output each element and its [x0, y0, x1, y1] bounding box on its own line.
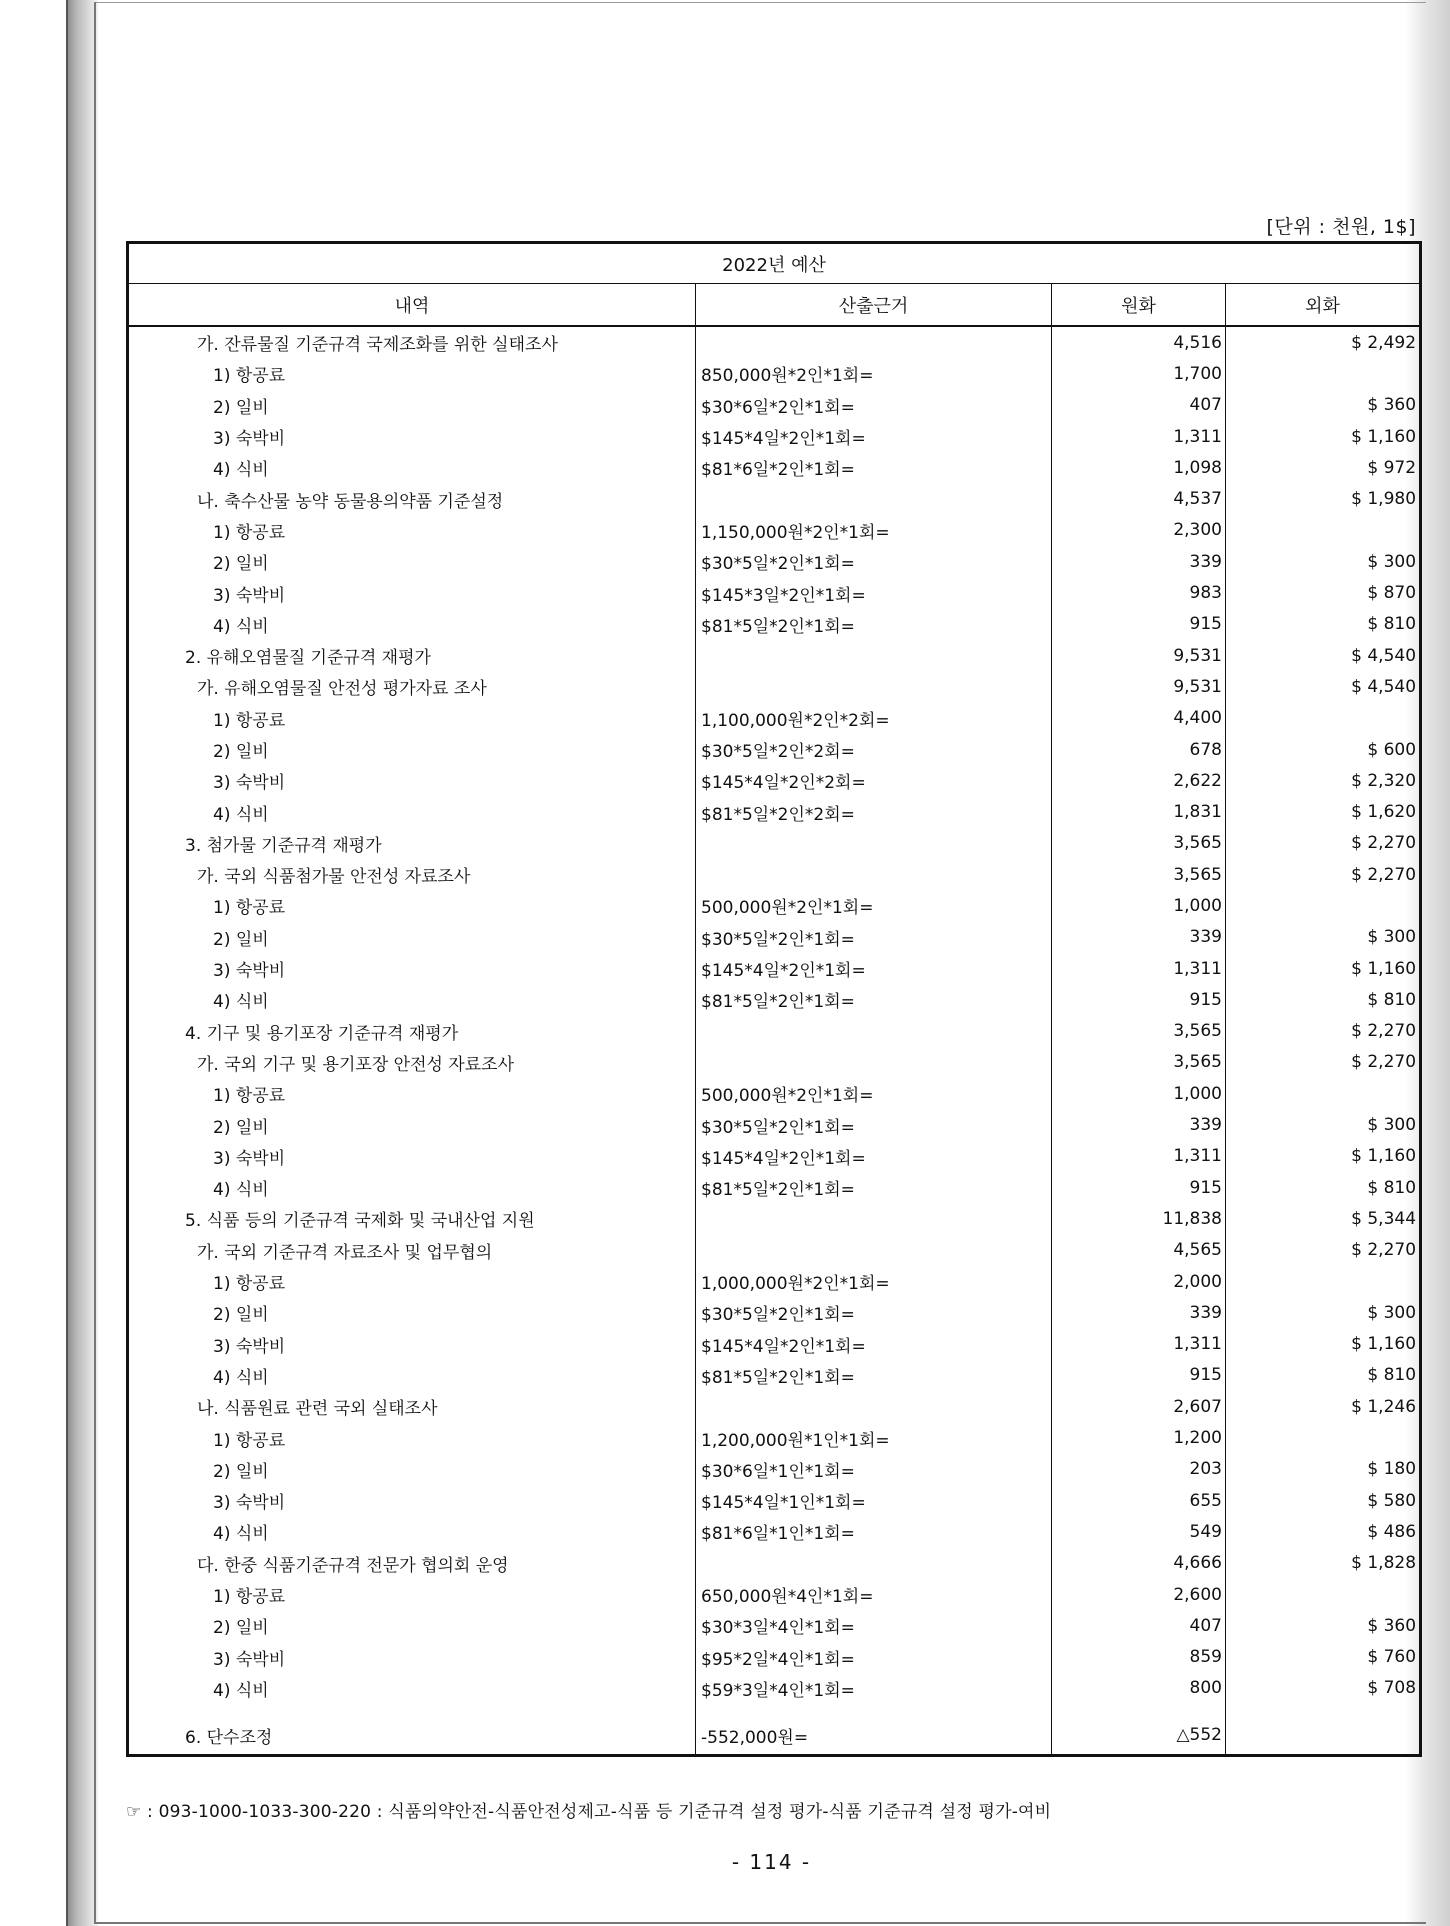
- table-row: [128, 922, 1421, 953]
- table-row: [128, 1235, 1421, 1266]
- row-won: 1,098: [1052, 452, 1226, 483]
- table-title: 2022년 예산: [128, 243, 1421, 284]
- row-won: 1,311: [1052, 953, 1226, 984]
- row-basis: $145*4일*2인*1회=: [696, 953, 1052, 984]
- row-fx: $ 972: [1367, 457, 1417, 478]
- spacer-cell: [1052, 1704, 1226, 1716]
- row-fx: $ 180: [1367, 1459, 1417, 1480]
- row-won: 2,607: [1052, 1391, 1226, 1422]
- row-item: 4) 식비: [128, 796, 696, 827]
- table-row: [128, 1579, 1421, 1610]
- row-won: 3,565: [1052, 1047, 1226, 1078]
- row-item: 3) 숙박비: [128, 1141, 696, 1172]
- row-item: 1) 항공료: [128, 515, 696, 546]
- row-basis: $81*6일*2인*1회=: [696, 452, 1052, 483]
- row-basis: 1,150,000원*2인*1회=: [696, 515, 1052, 546]
- table-row: [128, 828, 1421, 859]
- table-row: [128, 1016, 1421, 1047]
- row-basis: [696, 828, 1052, 859]
- table-title-row: [128, 243, 1421, 284]
- row-fx: $ 300: [1367, 1302, 1417, 1323]
- table-row: [128, 1422, 1421, 1453]
- row-won: 4,666: [1052, 1548, 1226, 1579]
- table-row: [128, 859, 1421, 890]
- row-won: 915: [1052, 1172, 1226, 1203]
- row-basis: [696, 1548, 1052, 1579]
- table-row: [128, 1329, 1421, 1360]
- row-fx: [1226, 1422, 1421, 1453]
- row-fx: $ 2,270: [1351, 1240, 1417, 1261]
- row-basis: [696, 326, 1052, 358]
- row-item: 4) 식비: [128, 1360, 696, 1391]
- page-border-top: [96, 2, 1426, 3]
- row-fx: [1226, 1266, 1421, 1297]
- row-fx: $ 1,980: [1351, 489, 1417, 510]
- row-fx: $ 580: [1367, 1490, 1417, 1511]
- row-fx: [1226, 1078, 1421, 1109]
- row-item: 가. 유해오염물질 안전성 평가자료 조사: [128, 671, 696, 702]
- row-fx: $ 300: [1367, 927, 1417, 948]
- row-won: 549: [1052, 1516, 1226, 1547]
- row-fx: $ 1,160: [1351, 958, 1417, 979]
- row-won: 1,000: [1052, 890, 1226, 921]
- row-won: 1,831: [1052, 796, 1226, 827]
- row-fx: $ 2,270: [1351, 833, 1417, 854]
- table-row: [128, 1360, 1421, 1391]
- table-row: [128, 1391, 1421, 1422]
- row-won: 655: [1052, 1485, 1226, 1516]
- row-basis: $145*4일*1인*1회=: [696, 1485, 1052, 1516]
- row-fx: $ 810: [1367, 614, 1417, 635]
- row-fx: $ 600: [1367, 739, 1417, 760]
- row-fx: $ 5,344: [1351, 1208, 1417, 1229]
- row-basis: $81*5일*2인*1회=: [696, 1360, 1052, 1391]
- row-basis: [696, 1016, 1052, 1047]
- row-won: △552: [1052, 1716, 1226, 1756]
- table-row: [128, 1673, 1421, 1704]
- row-fx: $ 2,270: [1351, 864, 1417, 885]
- row-won: 339: [1052, 1109, 1226, 1140]
- row-item: 2) 일비: [128, 1109, 696, 1140]
- row-won: 915: [1052, 609, 1226, 640]
- row-item: 5. 식품 등의 기준규격 국제화 및 국내산업 지원: [128, 1203, 696, 1234]
- row-item: 2) 일비: [128, 922, 696, 953]
- row-basis: $145*4일*2인*1회=: [696, 1141, 1052, 1172]
- table-row: [128, 515, 1421, 546]
- row-item: 1) 항공료: [128, 1078, 696, 1109]
- row-basis: [696, 1203, 1052, 1234]
- row-item: 3) 숙박비: [128, 577, 696, 608]
- table-row: [128, 734, 1421, 765]
- table-row: [128, 358, 1421, 389]
- row-item: 가. 잔류물질 기준규격 국제조화를 위한 실태조사: [128, 326, 696, 358]
- row-fx: $ 2,270: [1351, 1052, 1417, 1073]
- table-row: [128, 1047, 1421, 1078]
- row-won: 4,516: [1052, 326, 1226, 358]
- row-item: 나. 식품원료 관련 국외 실태조사: [128, 1391, 696, 1422]
- row-item: 1) 항공료: [128, 703, 696, 734]
- table-row: [128, 326, 1421, 358]
- row-won: 4,400: [1052, 703, 1226, 734]
- row-item: 3) 숙박비: [128, 1641, 696, 1672]
- row-won: 2,600: [1052, 1579, 1226, 1610]
- row-basis: $30*6일*2인*1회=: [696, 390, 1052, 421]
- row-won: 9,531: [1052, 640, 1226, 671]
- row-won: 1,311: [1052, 421, 1226, 452]
- row-won: 339: [1052, 1297, 1226, 1328]
- row-won: 859: [1052, 1641, 1226, 1672]
- table-row: [128, 1641, 1421, 1672]
- row-item: 4) 식비: [128, 609, 696, 640]
- row-basis: $30*5일*2인*1회=: [696, 922, 1052, 953]
- row-won: 3,565: [1052, 828, 1226, 859]
- row-fx: [1226, 1579, 1421, 1610]
- row-fx: [1226, 515, 1421, 546]
- spacer-cell: [1226, 1704, 1421, 1716]
- row-won: 2,622: [1052, 765, 1226, 796]
- table-body: [128, 326, 1421, 1756]
- footnote: ☞ : 093-1000-1033-300-220 : 식품의약안전-식품안전성제고-식품 등 기준규격 설정 평가-식품 기준규격 설정 평가-여비: [126, 1802, 1052, 1822]
- row-basis: $30*3일*4인*1회=: [696, 1610, 1052, 1641]
- row-basis: $30*6일*1인*1회=: [696, 1454, 1052, 1485]
- row-fx: $ 300: [1367, 551, 1417, 572]
- row-item: 4) 식비: [128, 984, 696, 1015]
- row-won: 1,311: [1052, 1329, 1226, 1360]
- row-won: 3,565: [1052, 1016, 1226, 1047]
- row-item: 4) 식비: [128, 1172, 696, 1203]
- row-basis: $30*5일*2인*2회=: [696, 734, 1052, 765]
- row-item: 나. 축수산물 농약 동물용의약품 기준설정: [128, 483, 696, 514]
- row-basis: $59*3일*4인*1회=: [696, 1673, 1052, 1704]
- row-basis: [696, 1235, 1052, 1266]
- row-won: 1,700: [1052, 358, 1226, 389]
- row-basis: -552,000원=: [696, 1716, 1052, 1756]
- table-row: [128, 390, 1421, 421]
- row-won: 11,838: [1052, 1203, 1226, 1234]
- row-won: 1,200: [1052, 1422, 1226, 1453]
- page-border-bottom: [96, 1922, 1426, 1924]
- row-won: 983: [1052, 577, 1226, 608]
- row-item: 가. 국외 식품첨가물 안전성 자료조사: [128, 859, 696, 890]
- row-fx: $ 1,620: [1351, 802, 1417, 823]
- table-row: [128, 1141, 1421, 1172]
- table-row: [128, 421, 1421, 452]
- row-fx: $ 360: [1367, 1615, 1417, 1636]
- row-won: 1,000: [1052, 1078, 1226, 1109]
- table-row: [128, 765, 1421, 796]
- row-fx: [1226, 890, 1421, 921]
- table-row: [128, 609, 1421, 640]
- spacer-cell: [128, 1704, 696, 1716]
- row-basis: [696, 483, 1052, 514]
- row-item: 4) 식비: [128, 1673, 696, 1704]
- row-fx: [1226, 358, 1421, 389]
- row-basis: 500,000원*2인*1회=: [696, 890, 1052, 921]
- header-basis: 산출근거: [696, 284, 1052, 327]
- row-fx: $ 1,160: [1351, 426, 1417, 447]
- row-fx: $ 2,270: [1351, 1021, 1417, 1042]
- table-row: [128, 640, 1421, 671]
- row-basis: [696, 1047, 1052, 1078]
- row-item: 3) 숙박비: [128, 1485, 696, 1516]
- row-won: 407: [1052, 1610, 1226, 1641]
- table-row: [128, 953, 1421, 984]
- row-basis: [696, 1391, 1052, 1422]
- row-item: 가. 국외 기준규격 자료조사 및 업무협의: [128, 1235, 696, 1266]
- row-fx: $ 4,540: [1351, 676, 1417, 697]
- row-won: 4,537: [1052, 483, 1226, 514]
- row-fx: $ 2,492: [1351, 332, 1417, 353]
- table-row: [128, 1203, 1421, 1234]
- row-fx: $ 870: [1367, 583, 1417, 604]
- table-row: [128, 577, 1421, 608]
- row-basis: 1,200,000원*1인*1회=: [696, 1422, 1052, 1453]
- row-item: 가. 국외 기구 및 용기포장 안전성 자료조사: [128, 1047, 696, 1078]
- row-won: 339: [1052, 922, 1226, 953]
- row-item: 3) 숙박비: [128, 953, 696, 984]
- table-row: [128, 671, 1421, 702]
- row-basis: $145*4일*2인*1회=: [696, 1329, 1052, 1360]
- table-row: [128, 1172, 1421, 1203]
- row-item: 4) 식비: [128, 1516, 696, 1547]
- adjustment-row: [128, 1716, 1421, 1756]
- row-basis: $81*5일*2인*2회=: [696, 796, 1052, 827]
- row-basis: [696, 859, 1052, 890]
- row-basis: $81*5일*2인*1회=: [696, 984, 1052, 1015]
- page-border-left: [94, 2, 96, 1924]
- table-row: [128, 483, 1421, 514]
- row-item: 1) 항공료: [128, 1266, 696, 1297]
- table-row: [128, 1485, 1421, 1516]
- row-basis: 850,000원*2인*1회=: [696, 358, 1052, 389]
- row-item: 다. 한중 식품기준규격 전문가 협의회 운영: [128, 1548, 696, 1579]
- row-item: 1) 항공료: [128, 890, 696, 921]
- row-fx: $ 810: [1367, 989, 1417, 1010]
- table-row: [128, 890, 1421, 921]
- header-fx: 외화: [1226, 284, 1421, 327]
- row-item: 1) 항공료: [128, 1422, 696, 1453]
- row-item: 2. 유해오염물질 기준규격 재평가: [128, 640, 696, 671]
- row-basis: $145*4일*2인*1회=: [696, 421, 1052, 452]
- budget-table: [126, 241, 1422, 1757]
- row-basis: $81*6일*1인*1회=: [696, 1516, 1052, 1547]
- page-number: - 114 -: [731, 1850, 812, 1874]
- row-won: 4,565: [1052, 1235, 1226, 1266]
- row-item: 4) 식비: [128, 452, 696, 483]
- header-won: 원화: [1052, 284, 1226, 327]
- row-basis: [696, 640, 1052, 671]
- row-fx: $ 810: [1367, 1365, 1417, 1386]
- row-basis: $81*5일*2인*1회=: [696, 609, 1052, 640]
- row-won: 678: [1052, 734, 1226, 765]
- row-basis: $30*5일*2인*1회=: [696, 1109, 1052, 1140]
- row-won: 2,000: [1052, 1266, 1226, 1297]
- row-basis: 650,000원*4인*1회=: [696, 1579, 1052, 1610]
- table-row: [128, 1266, 1421, 1297]
- row-fx: $ 300: [1367, 1115, 1417, 1136]
- spacer-row: [128, 1704, 1421, 1716]
- row-won: 1,311: [1052, 1141, 1226, 1172]
- row-fx: $ 486: [1367, 1521, 1417, 1542]
- row-fx: $ 708: [1367, 1678, 1417, 1699]
- row-won: 203: [1052, 1454, 1226, 1485]
- row-basis: [696, 671, 1052, 702]
- row-basis: $81*5일*2인*1회=: [696, 1172, 1052, 1203]
- table-row: [128, 1297, 1421, 1328]
- row-fx: $ 2,320: [1351, 770, 1417, 791]
- table-row: [128, 1078, 1421, 1109]
- table-row: [128, 1516, 1421, 1547]
- row-fx: $ 360: [1367, 395, 1417, 416]
- row-basis: $95*2일*4인*1회=: [696, 1641, 1052, 1672]
- table-row: [128, 1610, 1421, 1641]
- table-row: [128, 452, 1421, 483]
- row-won: 3,565: [1052, 859, 1226, 890]
- row-fx: $ 760: [1367, 1647, 1417, 1668]
- row-fx: [1226, 703, 1421, 734]
- row-item: 2) 일비: [128, 734, 696, 765]
- table-row: [128, 984, 1421, 1015]
- row-basis: 500,000원*2인*1회=: [696, 1078, 1052, 1109]
- row-won: 9,531: [1052, 671, 1226, 702]
- table-header-row: [128, 284, 1421, 327]
- row-basis: $145*4일*2인*2회=: [696, 765, 1052, 796]
- header-item: 내역: [128, 284, 696, 327]
- row-item: 2) 일비: [128, 390, 696, 421]
- row-won: 2,300: [1052, 515, 1226, 546]
- row-basis: 1,000,000원*2인*1회=: [696, 1266, 1052, 1297]
- row-fx: $ 1,828: [1351, 1553, 1417, 1574]
- row-won: 339: [1052, 546, 1226, 577]
- row-item: 6. 단수조정: [128, 1716, 696, 1756]
- table-row: [128, 546, 1421, 577]
- row-won: 407: [1052, 390, 1226, 421]
- row-item: 3) 숙박비: [128, 421, 696, 452]
- table-row: [128, 703, 1421, 734]
- row-item: 3. 첨가물 기준규격 재평가: [128, 828, 696, 859]
- row-item: 2) 일비: [128, 1610, 696, 1641]
- row-basis: $30*5일*2인*1회=: [696, 546, 1052, 577]
- table-row: [128, 1109, 1421, 1140]
- row-won: 915: [1052, 1360, 1226, 1391]
- row-fx: $ 1,160: [1351, 1334, 1417, 1355]
- row-item: 2) 일비: [128, 546, 696, 577]
- row-basis: 1,100,000원*2인*2회=: [696, 703, 1052, 734]
- table-row: [128, 1454, 1421, 1485]
- row-fx: $ 810: [1367, 1177, 1417, 1198]
- row-item: 1) 항공료: [128, 1579, 696, 1610]
- row-item: 2) 일비: [128, 1297, 696, 1328]
- row-basis: $30*5일*2인*1회=: [696, 1297, 1052, 1328]
- unit-label: [단위 : 천원, 1$]: [1266, 216, 1416, 238]
- row-item: 3) 숙박비: [128, 765, 696, 796]
- row-won: 915: [1052, 984, 1226, 1015]
- row-item: 3) 숙박비: [128, 1329, 696, 1360]
- row-won: 800: [1052, 1673, 1226, 1704]
- row-item: 4. 기구 및 용기포장 기준규격 재평가: [128, 1016, 696, 1047]
- row-basis: $145*3일*2인*1회=: [696, 577, 1052, 608]
- table-row: [128, 796, 1421, 827]
- spacer-cell: [696, 1704, 1052, 1716]
- row-fx: $ 1,160: [1351, 1146, 1417, 1167]
- row-fx: [1226, 1716, 1421, 1756]
- row-item: 2) 일비: [128, 1454, 696, 1485]
- row-fx: $ 4,540: [1351, 645, 1417, 666]
- row-fx: $ 1,246: [1351, 1396, 1417, 1417]
- table-row: [128, 1548, 1421, 1579]
- row-item: 1) 항공료: [128, 358, 696, 389]
